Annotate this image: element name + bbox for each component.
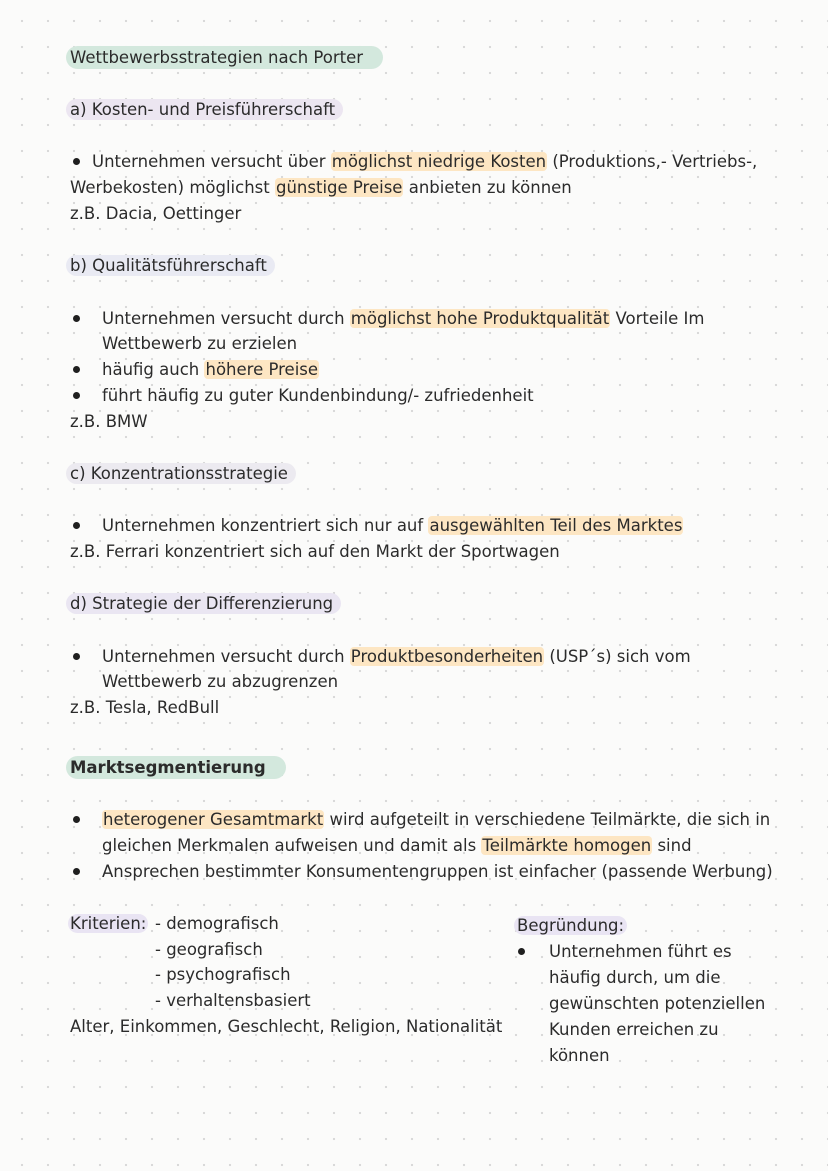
section-d-heading: d) Strategie der Differenzierung bbox=[66, 593, 341, 615]
begruendung-line: gewünschten potenziellen bbox=[549, 994, 766, 1013]
kriterien-label: Kriterien: bbox=[70, 914, 147, 933]
bullet-icon bbox=[73, 315, 80, 322]
section-c-heading: c) Konzentrationsstrategie bbox=[66, 463, 296, 485]
kriterien-item: - demografisch bbox=[155, 914, 279, 933]
kriterien-item: - psychografisch bbox=[155, 965, 291, 984]
bullet-icon bbox=[73, 653, 80, 660]
segmentierung-bullet1-cont: gleichen Merkmalen aufweisen und damit als Teilmärkte homogen sind bbox=[102, 836, 692, 855]
section-b-heading: b) Qualitätsführerschaft bbox=[66, 255, 275, 277]
section-a-heading: a) Kosten- und Preisführerschaft bbox=[66, 99, 343, 121]
segmentierung-title: Marktsegmentierung bbox=[66, 757, 286, 779]
bullet-icon bbox=[73, 158, 80, 165]
bullet-icon bbox=[73, 392, 80, 399]
section-b-bullet1: Unternehmen versucht durch möglichst hohe Produktqualität Vorteile Im bbox=[102, 309, 705, 328]
section-a-line1: Unternehmen versucht über möglichst niedrige Kosten (Produktions,- Vertriebs-, bbox=[92, 152, 758, 171]
section-b-example: z.B. BMW bbox=[70, 412, 148, 431]
segmentierung-bullet2: Ansprechen bestimmter Konsumentengruppen ist einfacher (passende Werbung) bbox=[102, 862, 773, 881]
kriterien-note: Alter, Einkommen, Geschlecht, Religion, Nationalität bbox=[70, 1017, 503, 1036]
section-b-bullet3: führt häufig zu guter Kundenbindung/- zufriedenheit bbox=[102, 386, 534, 405]
kriterien-item: - verhaltensbasiert bbox=[155, 991, 311, 1010]
porter-title: Wettbewerbsstrategien nach Porter bbox=[66, 47, 383, 69]
section-c-bullet1: Unternehmen konzentriert sich nur auf ausgewählten Teil des Marktes bbox=[102, 516, 683, 535]
begruendung-line: häufig durch, um die bbox=[549, 968, 721, 987]
bullet-icon bbox=[518, 948, 525, 955]
begruendung-line: können bbox=[549, 1046, 610, 1065]
section-d-example: z.B. Tesla, RedBull bbox=[70, 698, 220, 717]
bullet-icon bbox=[73, 868, 80, 875]
bullet-icon bbox=[73, 366, 80, 373]
section-b-bullet1-cont: Wettbewerb zu erzielen bbox=[102, 334, 298, 353]
section-c-example: z.B. Ferrari konzentriert sich auf den Markt der Sportwagen bbox=[70, 542, 560, 561]
bullet-icon bbox=[73, 522, 80, 529]
section-a-line2: Werbekosten) möglichst günstige Preise anbieten zu können bbox=[70, 178, 572, 197]
begruendung-line: Unternehmen führt es bbox=[549, 942, 732, 961]
section-d-bullet1-cont: Wettbewerb zu abzugrenzen bbox=[102, 672, 339, 691]
section-a-example: z.B. Dacia, Oettinger bbox=[70, 204, 242, 223]
kriterien-item: - geografisch bbox=[155, 940, 263, 959]
section-b-bullet2: häufig auch höhere Preise bbox=[102, 360, 319, 379]
bullet-icon bbox=[73, 816, 80, 823]
begruendung-label: Begründung: bbox=[514, 915, 627, 937]
segmentierung-bullet1: heterogener Gesamtmarkt wird aufgeteilt in verschiedene Teilmärkte, die sich in bbox=[103, 810, 771, 829]
begruendung-line: Kunden erreichen zu bbox=[549, 1020, 719, 1039]
section-d-bullet1: Unternehmen versucht durch Produktbesonderheiten (USP´s) sich vom bbox=[102, 647, 691, 666]
